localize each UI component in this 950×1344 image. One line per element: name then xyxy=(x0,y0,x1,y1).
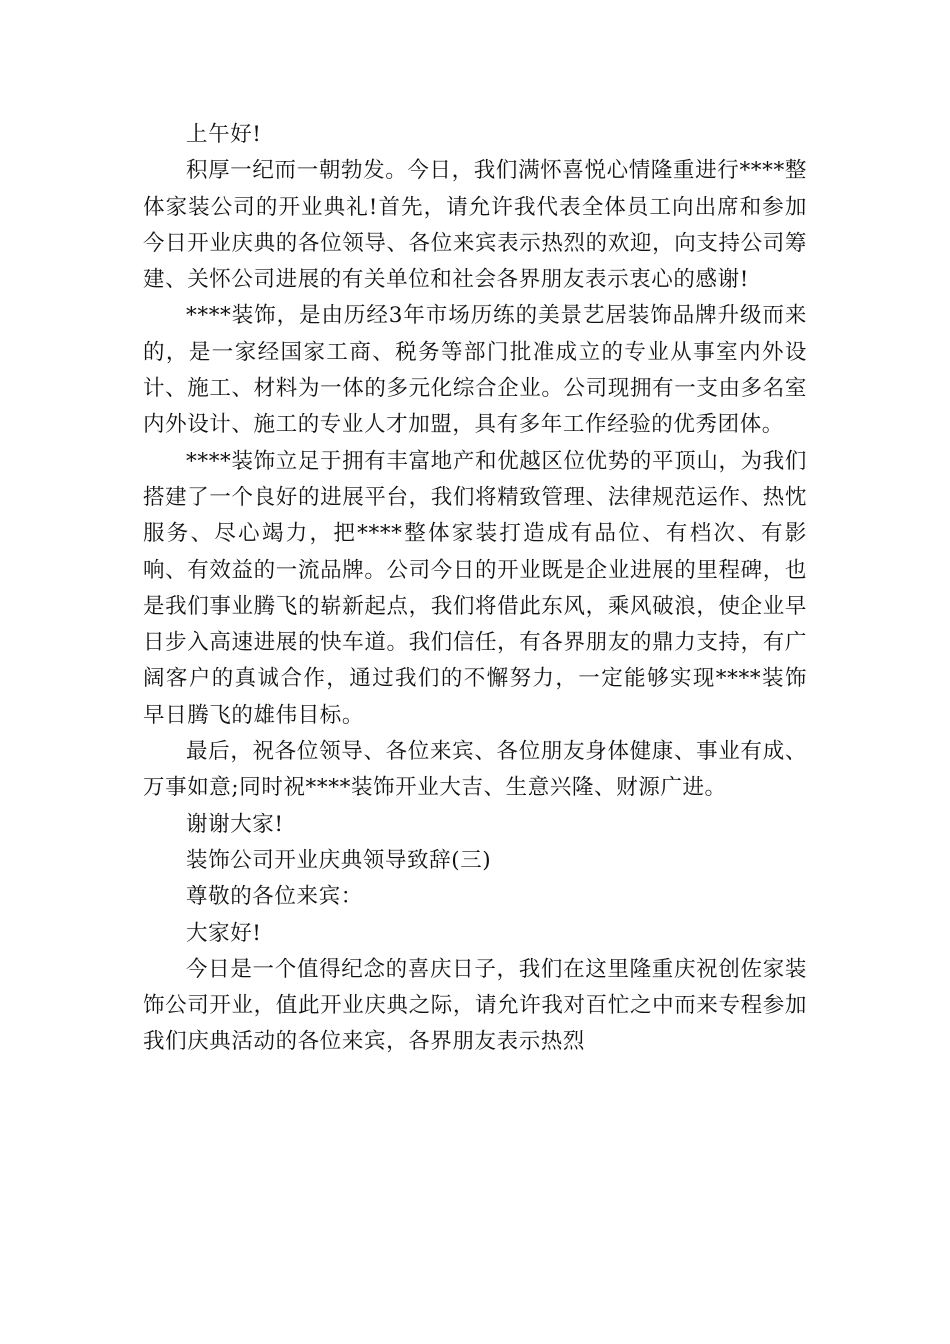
paragraph-celebration: 今日是一个值得纪念的喜庆日子，我们在这里隆重庆祝创佐家装饰公司开业，值此开业庆典之际，请允许我对百忙之中而来专程参加我们庆典活动的各位来宾，各界朋友表示热烈 xyxy=(143,956,807,1055)
paragraph-closing-wishes: 最后，祝各位领导、各位来宾、各位朋友身体健康、事业有成、万事如意;同时祝****装饰开业大吉、生意兴隆、财源广进。 xyxy=(143,739,807,801)
paragraph-salutation: 尊敬的各位来宾： xyxy=(186,884,363,910)
paragraph-greeting-2: 大家好! xyxy=(186,920,262,946)
paragraph-opening: 积厚一纪而一朝勃发。今日，我们满怀喜悦心情隆重进行****整体家装公司的开业典礼!首先，请允许我代表全体员工向出席和参加今日开业庆典的各位领导、各位来宾表示热烈的欢迎，向支持公司筹建、关怀公司进展的有关单位和社会各界朋友表示衷心的感谢! xyxy=(143,158,807,293)
document-body xyxy=(143,117,807,1061)
paragraph-company-intro: ****装饰，是由历经3年市场历练的美景艺居装饰品牌升级而来的，是一家经国家工商、税务等部门批准成立的专业从事室内外设计、施工、材料为一体的多元化综合企业。公司现拥有一支由多名室内外设计、施工的专业人才加盟，具有多年工作经验的优秀团体。 xyxy=(143,303,807,438)
section-title: 装饰公司开业庆典领导致辞(三) xyxy=(186,847,492,873)
paragraph-development: ****装饰立足于拥有丰富地产和优越区位优势的平顶山，为我们搭建了一个良好的进展平台，我们将精致管理、法律规范运作、热忱服务、尽心竭力，把****整体家装打造成有品位、有档次、有影响、有效益的一流品牌。公司今日的开业既是企业进展的里程碑，也是我们事业腾飞的崭新起点，我们将借此东风，乘风破浪，使企业早日步入高速进展的快车道。我们信任，有各界朋友的鼎力支持，有广阔客户的真诚合作，通过我们的不懈努力，一定能够实现****装饰早日腾飞的雄伟目标。 xyxy=(143,448,807,728)
paragraph-greeting: 上午好! xyxy=(186,122,262,147)
paragraph-thanks: 谢谢大家! xyxy=(186,811,284,837)
